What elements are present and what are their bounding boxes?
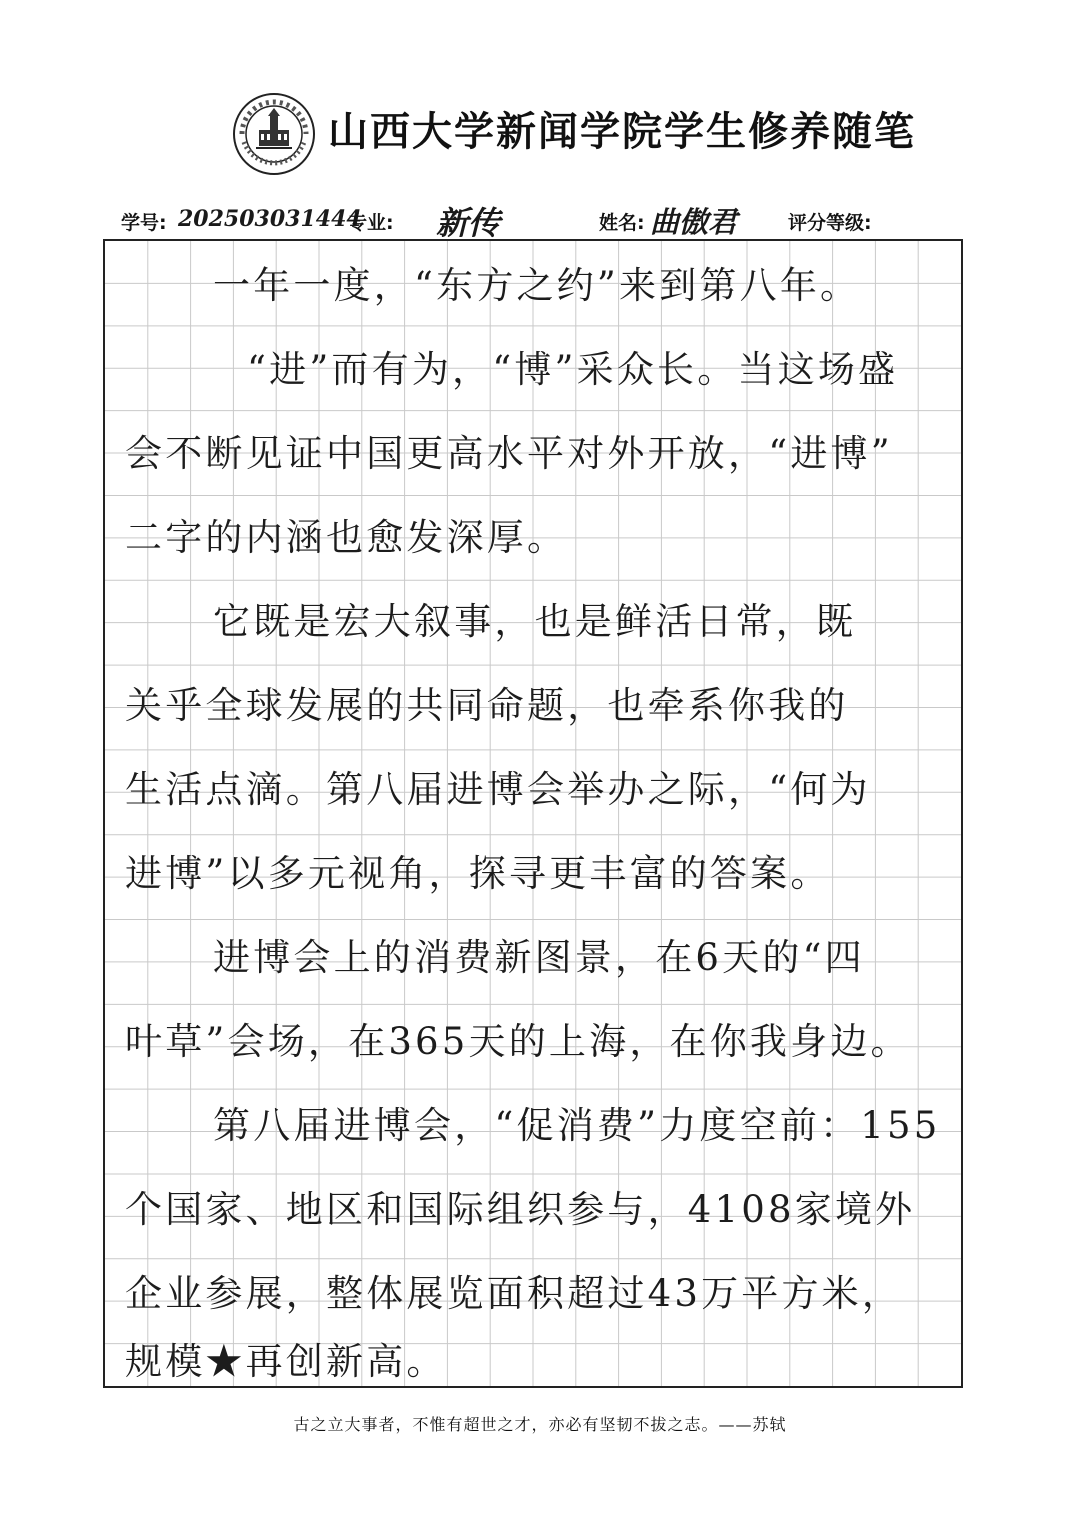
essay-line: 一年一度，“东方之约”来到第八年。 [213,264,861,307]
essay-line: 二字的内涵也愈发深厚。 [125,516,568,559]
grade-label: 评分等级: [788,212,872,234]
footer-quote: 古之立大事者，不惟有超世之才，亦必有坚韧不拔之志。——苏轼 [293,1415,787,1434]
essay-line: 它既是宏大叙事，也是鲜活日常，既 [213,600,857,643]
essay-line: “进”而有为，“博”采众长。当这场盛 [247,348,899,391]
name-value: 曲傲君 [650,205,738,239]
student-id-label: 学号: [121,212,167,234]
student-id-value: 202503031444 [178,206,362,232]
university-seal-logo [232,92,316,176]
essay-line: 第八届进博会，“促消费”力度空前：155 [213,1104,941,1147]
essay-line: 关乎全球发展的共同命题，也牵系你我的 [125,684,849,727]
essay-line: 叶草”会场，在365天的上海，在你我身边。 [125,1020,911,1063]
essay-line: 企业参展，整体展览面积超过43万平方米， [125,1272,903,1315]
essay-line: 进博会上的消费新图景，在6天的“四 [213,936,865,979]
essay-grid-paper [103,239,963,1388]
major-label: 专业: [348,212,394,234]
major-value: 新传 [436,204,501,242]
essay-line: 生活点滴。第八届进博会举办之际，“何为 [125,768,871,811]
essay-line: 个国家、地区和国际组织参与，4108家境外 [125,1188,916,1231]
essay-line: 规模★再创新高。 [125,1340,447,1383]
essay-line: 会不断见证中国更高水平对外开放，“进博” [125,432,893,475]
page-header [0,84,1080,184]
essay-line: 进博”以多元视角，探寻更丰富的答案。 [125,852,831,895]
page-title: 山西大学新闻学院学生修养随笔 [328,108,916,155]
name-label: 姓名: [599,212,645,234]
